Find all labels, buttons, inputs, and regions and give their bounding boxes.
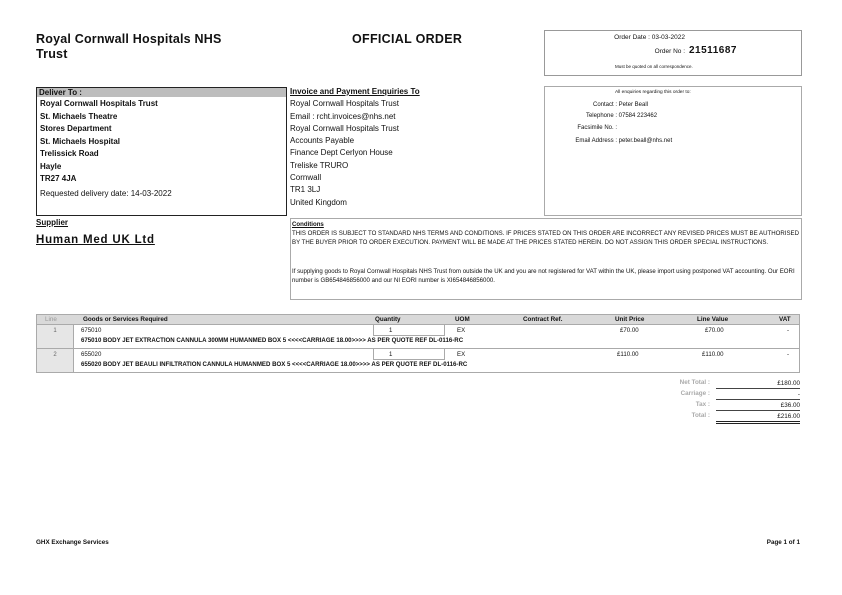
table-header <box>36 314 800 325</box>
organisation-name-line1: Royal Cornwall Hospitals NHS <box>36 32 222 46</box>
order-date: Order Date : 03-03-2022 <box>614 34 685 41</box>
invoice-line: Cornwall <box>290 173 322 183</box>
row-description: 675010 BODY JET EXTRACTION CANNULA 300MM HUMANMED BOX 5 <<<<CARRIAGE 18.00>>>> AS PER QUOTE REF DL-0116-RC <box>81 337 464 344</box>
row-line-value: £70.00 <box>705 327 724 334</box>
grand-total-label: Total : <box>691 412 710 419</box>
supplier-label: Supplier <box>36 218 69 227</box>
email-label: Email Address : <box>575 138 617 144</box>
invoice-line: Royal Cornwall Hospitals Trust <box>290 99 399 109</box>
tax-value: £36.00 <box>716 401 800 411</box>
header-vat: VAT <box>779 316 791 323</box>
quantity-box <box>373 325 445 336</box>
row-code: 655020 <box>81 351 102 358</box>
carriage-value: - <box>716 390 800 400</box>
header-line-value: Line Value <box>697 316 729 323</box>
row-line-number: 2 <box>37 349 74 372</box>
telephone-label: Telephone : <box>585 113 617 119</box>
table-row <box>36 325 800 349</box>
row-vat: - <box>787 327 790 334</box>
invoice-line: Accounts Payable <box>290 136 355 146</box>
deliver-to-box <box>36 87 287 216</box>
net-total-value: £180.00 <box>716 379 800 389</box>
invoice-line: Finance Dept Cerlyon House <box>290 148 393 158</box>
address-line: Stores Department <box>40 124 112 133</box>
order-info-box <box>544 30 802 76</box>
row-description: 655020 BODY JET BEAULI INFILTRATION CANNULA HUMANMED BOX 5 <<<<CARRIAGE 18.00>>>> AS PER QUOTE REF DL-0116-RC <box>81 361 468 368</box>
conditions-box <box>290 218 802 300</box>
vat-paragraph: If supplying goods to Royal Cornwall Hospitals NHS Trust from outside the UK and you are not registered for VAT within the UK, please import using postponed VAT accounting. Our EORI number is GB654846856000 and our NI EORI number is XI654846856000. <box>292 268 795 284</box>
row-uom: EX <box>457 327 466 334</box>
facsimile-row <box>555 125 617 131</box>
facsimile-label: Facsimile No. : <box>577 125 617 131</box>
telephone-row <box>555 113 657 119</box>
header-quantity: Quantity <box>375 316 401 323</box>
header-goods: Goods or Services Required <box>83 316 168 323</box>
contact-value: Peter Beall <box>618 102 649 108</box>
net-total-label: Net Total : <box>679 379 710 386</box>
contact-label: Contact : <box>592 102 617 108</box>
grand-total-row <box>600 412 800 423</box>
order-number-label: Order No : <box>654 48 685 55</box>
row-unit-price: £70.00 <box>620 327 639 334</box>
order-number-row <box>545 48 685 55</box>
tax-row <box>600 401 800 412</box>
telephone-value: 07584 223462 <box>618 113 658 119</box>
table-row <box>36 349 800 373</box>
contact-row <box>555 102 648 108</box>
row-line-value: £110.00 <box>702 351 724 358</box>
net-total-row <box>600 379 800 390</box>
header-line: Line <box>45 316 57 323</box>
carriage-label: Carriage : <box>680 390 710 397</box>
organisation-name-line2: Trust <box>36 47 68 61</box>
row-quantity: 1 <box>389 327 393 334</box>
invoice-enquiries <box>290 86 540 209</box>
correspondence-note: Must be quoted on all correspondence. <box>615 64 693 69</box>
invoice-title: Invoice and Payment Enquiries To <box>290 87 420 96</box>
conditions-paragraph: THIS ORDER IS SUBJECT TO STANDARD NHS TERMS AND CONDITIONS. IF PRICES STATED ON THIS ORDER ARE INCORRECT ANY REVISED PRICES MUST BE AUTHORISED BY THE BUYER PRIOR TO ORDER EXECUTION. PAYMENT WILL BE MADE AT THE PRICES STATED HEREIN. DO NOT ASSIGN THIS ORDER SPECIAL INSTRUCTIONS. <box>292 230 799 246</box>
deliver-to-title: Deliver To : <box>37 88 286 97</box>
address-line: TR27 4JA <box>40 174 77 183</box>
quantity-box <box>373 349 445 360</box>
address-line: Trelissick Road <box>40 149 99 158</box>
email-row <box>555 138 672 144</box>
enquiries-box <box>544 86 802 216</box>
invoice-line: Email : rcht.invoices@nhs.net <box>290 111 396 121</box>
footer-page-number: Page 1 of 1 <box>766 539 800 546</box>
document-type: OFFICIAL ORDER <box>352 32 463 46</box>
enquiries-caption: All enquiries regarding this order to: <box>615 90 691 95</box>
address-line: Royal Cornwall Hospitals Trust <box>40 99 158 108</box>
invoice-line: Royal Cornwall Hospitals Trust <box>290 123 399 133</box>
header-contract: Contract Ref. <box>523 316 563 323</box>
footer-provider: GHX Exchange Services <box>36 539 109 546</box>
email-value: peter.beall@nhs.net <box>618 138 673 144</box>
address-line: St. Michaels Theatre <box>40 111 118 121</box>
invoice-line: TR1 3LJ <box>290 185 321 195</box>
organisation-name <box>36 32 296 62</box>
row-line-number: 1 <box>37 325 74 348</box>
row-unit-price: £110.00 <box>617 351 639 358</box>
row-quantity: 1 <box>389 351 393 358</box>
supplier-name: Human Med UK Ltd <box>36 234 155 246</box>
invoice-line: United Kingdom <box>290 197 347 207</box>
conditions-title: Conditions <box>292 221 324 228</box>
header-unit-price: Unit Price <box>615 316 645 323</box>
carriage-row <box>600 390 800 401</box>
grand-total-value: £216.00 <box>716 412 800 424</box>
address-line: Hayle <box>40 161 62 171</box>
order-number: 21511687 <box>689 45 737 56</box>
row-vat: - <box>787 351 790 358</box>
row-code: 675010 <box>81 327 102 334</box>
deliver-to-address <box>40 98 158 186</box>
address-line: St. Michaels Hospital <box>40 136 121 146</box>
invoice-line: Treliske TRURO <box>290 160 349 170</box>
header-uom: UOM <box>455 316 470 323</box>
tax-label: Tax : <box>695 401 710 408</box>
requested-delivery-date: Requested delivery date: 14-03-2022 <box>40 189 172 198</box>
row-uom: EX <box>457 351 466 358</box>
